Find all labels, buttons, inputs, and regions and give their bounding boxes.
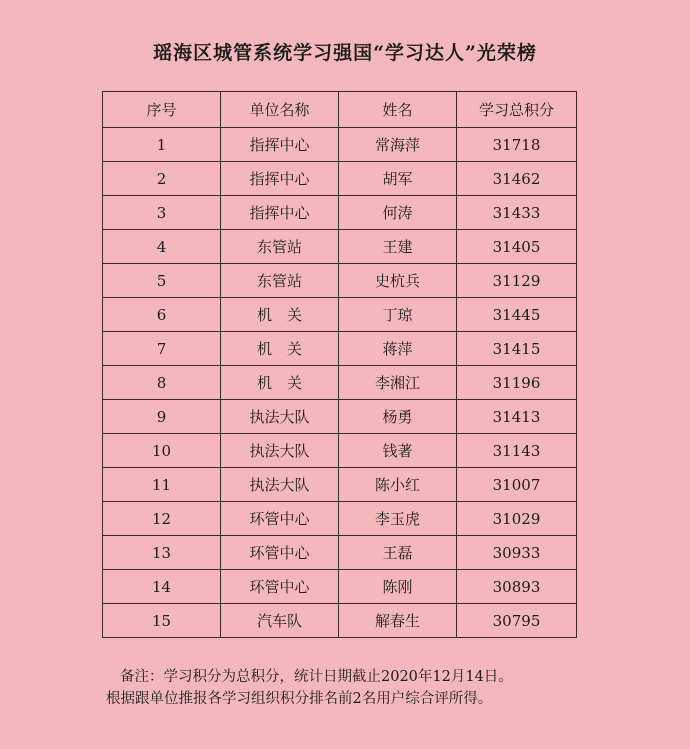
cell-index: 8 xyxy=(103,366,221,400)
cell-name: 蒋萍 xyxy=(339,332,457,366)
cell-unit: 东管站 xyxy=(221,230,339,264)
page-title: 瑶海区城管系统学习强国“学习达人”光荣榜 xyxy=(153,42,537,64)
cell-index: 2 xyxy=(103,162,221,196)
cell-score: 31007 xyxy=(457,468,577,502)
cell-score: 31462 xyxy=(457,162,577,196)
header-score: 学习总积分 xyxy=(457,92,577,128)
cell-unit: 机 关 xyxy=(221,332,339,366)
cell-name: 杨勇 xyxy=(339,400,457,434)
table-row xyxy=(103,196,577,230)
cell-name: 陈刚 xyxy=(339,570,457,604)
table-row xyxy=(103,366,577,400)
cell-index: 15 xyxy=(103,604,221,638)
cell-score: 31143 xyxy=(457,434,577,468)
cell-score: 31433 xyxy=(457,196,577,230)
cell-score: 31718 xyxy=(457,128,577,162)
table-body xyxy=(103,128,577,638)
cell-unit: 汽车队 xyxy=(221,604,339,638)
cell-index: 1 xyxy=(103,128,221,162)
honor-roll-table xyxy=(102,91,577,638)
cell-index: 12 xyxy=(103,502,221,536)
cell-unit: 机 关 xyxy=(221,298,339,332)
table-row xyxy=(103,264,577,298)
table-row xyxy=(103,162,577,196)
cell-unit: 指挥中心 xyxy=(221,128,339,162)
table-row xyxy=(103,536,577,570)
cell-index: 6 xyxy=(103,298,221,332)
table-row xyxy=(103,502,577,536)
cell-name: 胡军 xyxy=(339,162,457,196)
table-row xyxy=(103,298,577,332)
header-name: 姓名 xyxy=(339,92,457,128)
cell-unit: 东管站 xyxy=(221,264,339,298)
table-row xyxy=(103,434,577,468)
table-row xyxy=(103,604,577,638)
cell-name: 何涛 xyxy=(339,196,457,230)
cell-unit: 指挥中心 xyxy=(221,196,339,230)
cell-name: 解春生 xyxy=(339,604,457,638)
table-row xyxy=(103,468,577,502)
table-header-row xyxy=(103,92,577,128)
cell-name: 陈小红 xyxy=(339,468,457,502)
cell-unit: 执法大队 xyxy=(221,400,339,434)
cell-name: 丁琼 xyxy=(339,298,457,332)
cell-score: 31413 xyxy=(457,400,577,434)
cell-name: 王磊 xyxy=(339,536,457,570)
cell-score: 31445 xyxy=(457,298,577,332)
cell-score: 31405 xyxy=(457,230,577,264)
table-row xyxy=(103,128,577,162)
table-row xyxy=(103,230,577,264)
cell-score: 31415 xyxy=(457,332,577,366)
cell-index: 3 xyxy=(103,196,221,230)
cell-index: 7 xyxy=(103,332,221,366)
table-row xyxy=(103,570,577,604)
cell-score: 31196 xyxy=(457,366,577,400)
cell-name: 李湘江 xyxy=(339,366,457,400)
cell-unit: 指挥中心 xyxy=(221,162,339,196)
cell-name: 史杭兵 xyxy=(339,264,457,298)
cell-index: 14 xyxy=(103,570,221,604)
cell-unit: 执法大队 xyxy=(221,434,339,468)
header-unit: 单位名称 xyxy=(221,92,339,128)
cell-index: 11 xyxy=(103,468,221,502)
cell-score: 30933 xyxy=(457,536,577,570)
cell-name: 王建 xyxy=(339,230,457,264)
cell-unit: 环管中心 xyxy=(221,570,339,604)
cell-score: 31029 xyxy=(457,502,577,536)
cell-name: 钱著 xyxy=(339,434,457,468)
cell-name: 常海萍 xyxy=(339,128,457,162)
cell-score: 30893 xyxy=(457,570,577,604)
cell-index: 4 xyxy=(103,230,221,264)
cell-index: 5 xyxy=(103,264,221,298)
cell-name: 李玉虎 xyxy=(339,502,457,536)
header-index: 序号 xyxy=(103,92,221,128)
table-row xyxy=(103,400,577,434)
cell-unit: 环管中心 xyxy=(221,502,339,536)
cell-score: 30795 xyxy=(457,604,577,638)
cell-index: 13 xyxy=(103,536,221,570)
cell-index: 9 xyxy=(103,400,221,434)
note-line-1: 备注：学习积分为总积分，统计日期截止2020年12月14日。 xyxy=(120,669,513,685)
cell-unit: 执法大队 xyxy=(221,468,339,502)
cell-unit: 机 关 xyxy=(221,366,339,400)
table-row xyxy=(103,332,577,366)
cell-score: 31129 xyxy=(457,264,577,298)
cell-index: 10 xyxy=(103,434,221,468)
note-line-2: 根据跟单位推报各学习组织积分排名前2名用户综合评所得。 xyxy=(106,691,493,707)
cell-unit: 环管中心 xyxy=(221,536,339,570)
